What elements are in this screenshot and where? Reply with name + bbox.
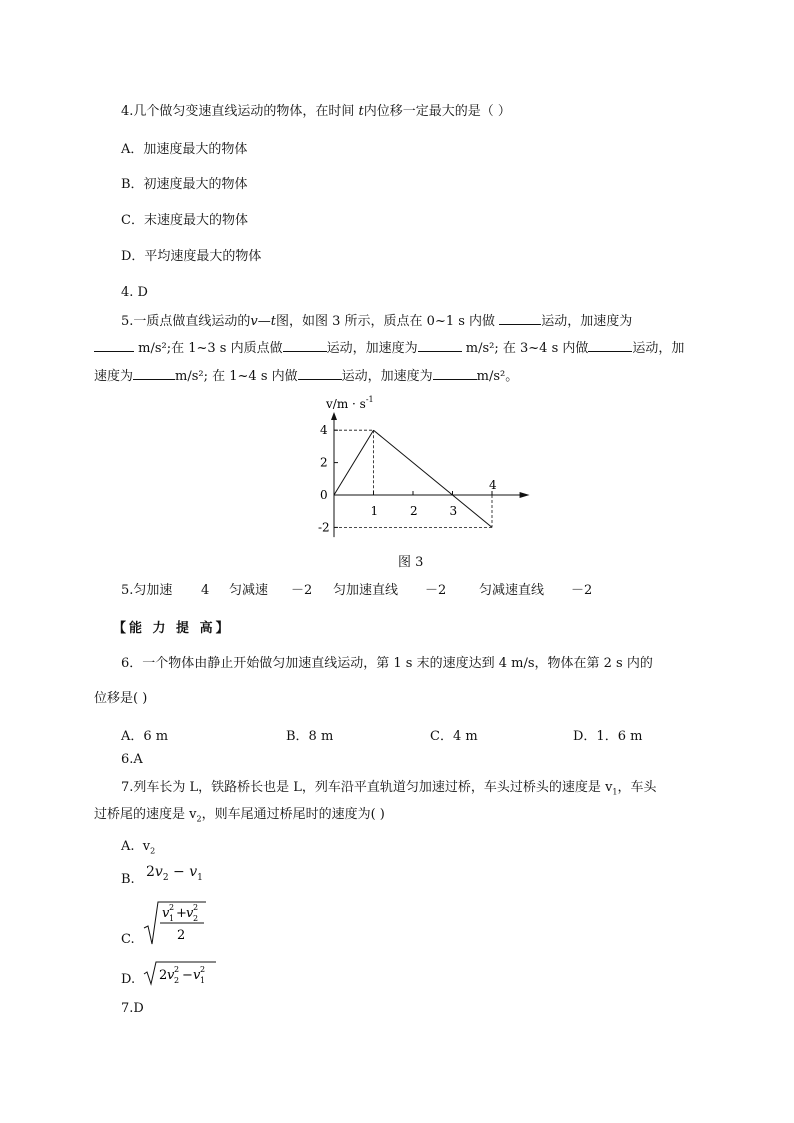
q6-stem-line2: 位移是( ): [94, 691, 148, 706]
section-heading: 【能 力 提 高】: [113, 621, 232, 636]
velocity-time-chart: [300, 392, 540, 542]
q5-l3-b: m/s²; 在 1~4 s 内做: [175, 369, 298, 384]
q5-l2-a: m/s²;在 1~3 s 内质点做: [138, 341, 283, 356]
svg-text:v: v: [167, 968, 175, 983]
q5-line3: [94, 367, 518, 386]
q7-option-a: [121, 838, 155, 861]
svg-text:2: 2: [193, 903, 199, 912]
q4-answer: 4. D: [121, 285, 148, 300]
q5-l1-v: v: [250, 314, 258, 329]
svg-text:1: 1: [200, 976, 206, 985]
svg-text:v: v: [162, 906, 170, 921]
q7-option-c: [121, 931, 135, 949]
q7-opt-a-sub: 2: [150, 846, 156, 856]
q6-option-a: A．6 m: [121, 729, 169, 744]
q7-opt-a-label: A.: [121, 839, 135, 854]
y-axis-arrow: [331, 412, 337, 420]
q7-l1-sub: 1: [612, 787, 618, 797]
q5-l1-c: 运动，加速度为: [541, 314, 633, 329]
y-tick-label: 2: [320, 455, 328, 470]
q5-l1-dash: —: [257, 314, 271, 329]
q4-stem-var: t: [358, 104, 364, 119]
q6-answer: 6.A: [121, 752, 143, 767]
q6-option-c: C．4 m: [430, 729, 478, 744]
q4-stem: [121, 103, 511, 121]
y-axis-label: $v/m \cdot s^{-1}$: [326, 395, 374, 411]
blank[interactable]: [298, 367, 342, 380]
q5-line2: [94, 339, 684, 358]
q5-l3-c: 运动，加速度为: [341, 369, 433, 384]
q7-l2-sub: 2: [196, 814, 202, 824]
q7-opt-d-label: D.: [121, 972, 136, 987]
q6-option-b: B．8 m: [286, 729, 334, 744]
q7-answer: 7.D: [121, 1001, 144, 1016]
q7-l1-b: ，车头: [617, 780, 657, 795]
svg-text:v: v: [186, 906, 194, 921]
svg-text:2: 2: [174, 976, 180, 985]
q5-answer-7: －2: [571, 583, 593, 598]
q5-l3-a: 速度为: [94, 369, 134, 384]
q5-l1-b: 图，如图 3 所示，质点在 0~1 s 内做: [276, 314, 496, 329]
svg-text:2: 2: [159, 968, 168, 983]
formula-b: $2v_2 - v_1$: [146, 864, 203, 883]
figure-caption: 图 3: [398, 555, 424, 570]
x-tick-label: 4: [489, 478, 497, 492]
q7-stem-line2: [94, 806, 385, 829]
q7-opt-b-label: B.: [121, 872, 135, 887]
q4-option-d: D．平均速度最大的物体: [121, 249, 262, 264]
q7-stem-line1: [121, 779, 657, 802]
q5-answer-0: 5.匀加速: [121, 583, 173, 598]
blank[interactable]: [433, 367, 477, 380]
q7-l1-a: 7.列车长为 L，铁路桥长也是 L，列车沿平直轨道匀加速过桥，车头过桥头的速度是 v: [121, 780, 613, 795]
q5-answer-2: 匀减速: [229, 583, 269, 598]
q7-l2-b: ，则车尾通过桥尾时的速度为( ): [201, 807, 385, 822]
q5-answer-1: 4: [201, 583, 210, 598]
velocity-line-segment: [334, 430, 374, 495]
blank[interactable]: [283, 339, 327, 352]
q5-l1-t: t: [270, 314, 276, 329]
q6-option-d: D．1．6 m: [573, 729, 643, 744]
q7-l2-a: 过桥尾的速度是 v: [94, 807, 197, 822]
svg-text:2: 2: [200, 965, 206, 974]
q4-option-b: B．初速度最大的物体: [121, 177, 248, 192]
formula-c: [142, 900, 208, 946]
q7-option-d: [121, 971, 135, 989]
x-axis-arrow: [520, 492, 530, 498]
q5-answer-3: －2: [291, 583, 313, 598]
blank[interactable]: [94, 339, 134, 352]
q7-option-b: [121, 871, 135, 889]
q4-option-a: A．加速度最大的物体: [121, 142, 248, 157]
y-tick-label: 0: [320, 488, 328, 502]
svg-text:2: 2: [177, 928, 186, 943]
y-tick-label: -2: [318, 520, 330, 535]
q5-l1-a: 5.一质点做直线运动的: [121, 314, 251, 329]
velocity-line-segment: [374, 430, 493, 527]
x-tick-label: 3: [449, 504, 458, 518]
q7-opt-a-val: v: [142, 839, 151, 854]
blank[interactable]: [499, 312, 541, 325]
q4-option-c: C．末速度最大的物体: [121, 213, 248, 228]
q6-stem-line1: 6．一个物体由静止开始做匀加速直线运动，第 1 s 末的速度达到 4 m/s，物体在第 2 s 内的: [121, 656, 653, 671]
formula-d: [142, 960, 218, 986]
q4-stem-b: 内位移一定最大的是（ ）: [363, 104, 511, 119]
blank[interactable]: [133, 367, 175, 380]
q5-answer-4: 匀加速直线: [333, 583, 399, 598]
svg-text:−: −: [182, 968, 193, 983]
q4-stem-a: 4.几个做匀变速直线运动的物体，在时间: [121, 104, 355, 119]
svg-text:2: 2: [174, 965, 180, 974]
q5-l2-c: m/s²; 在 3~4 s 内做: [465, 341, 589, 356]
y-tick-label: 4: [320, 423, 328, 438]
q5-l2-d: 运动，加: [632, 341, 685, 356]
q7-opt-c-label: C.: [121, 932, 135, 947]
svg-text:1: 1: [169, 914, 175, 923]
q5-l2-b: 运动，加速度为: [326, 341, 418, 356]
blank[interactable]: [588, 339, 632, 352]
q5-answer-5: －2: [425, 583, 447, 598]
svg-text:2: 2: [193, 914, 199, 923]
x-tick-label: 1: [370, 504, 379, 518]
svg-text:+: +: [176, 906, 187, 921]
q5-l3-d: m/s²。: [476, 369, 519, 384]
svg-text:v: v: [193, 968, 201, 983]
x-tick-label: 2: [410, 504, 418, 518]
q5-answer-6: 匀减速直线: [479, 583, 545, 598]
blank[interactable]: [418, 339, 462, 352]
svg-text:2: 2: [169, 903, 175, 912]
q5-line1: [121, 312, 632, 331]
